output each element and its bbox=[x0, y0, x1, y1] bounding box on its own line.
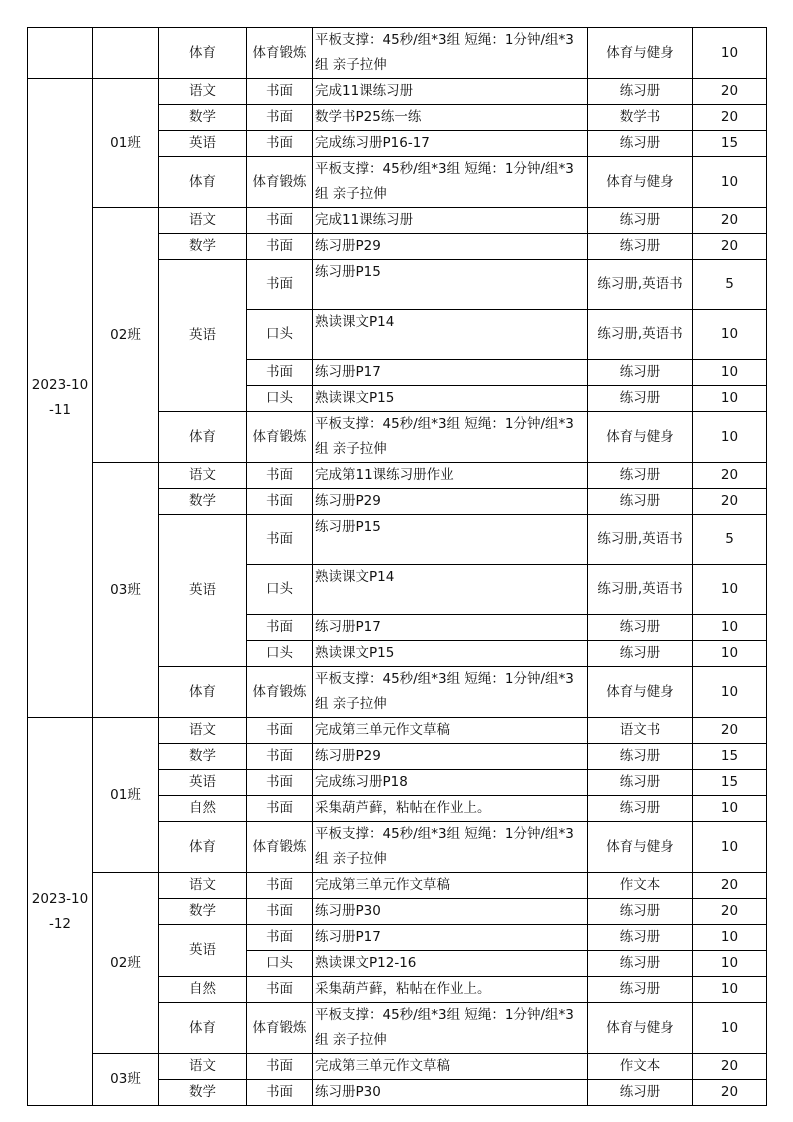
content-cell: 练习册P17 bbox=[313, 925, 588, 951]
material-cell: 练习册 bbox=[588, 489, 693, 515]
type-cell: 体育锻炼 bbox=[247, 412, 313, 463]
type-cell: 书面 bbox=[247, 718, 313, 744]
type-cell: 书面 bbox=[247, 796, 313, 822]
table-row bbox=[28, 28, 767, 79]
content-cell: 平板支撑：45秒/组*3组 短绳：1分钟/组*3组 亲子拉伸 bbox=[313, 667, 588, 718]
material-cell: 作文本 bbox=[588, 873, 693, 899]
material-cell: 练习册,英语书 bbox=[588, 515, 693, 565]
minutes-cell: 20 bbox=[693, 208, 767, 234]
content-cell: 练习册P29 bbox=[313, 744, 588, 770]
date-cell: 2023-10-12 bbox=[28, 718, 93, 1106]
content-cell: 熟读课文P14 bbox=[313, 310, 588, 360]
minutes-cell: 20 bbox=[693, 873, 767, 899]
content-cell: 平板支撑：45秒/组*3组 短绳：1分钟/组*3组 亲子拉伸 bbox=[313, 28, 588, 79]
material-cell: 练习册,英语书 bbox=[588, 310, 693, 360]
subject-cell: 体育 bbox=[159, 412, 247, 463]
content-cell: 练习册P29 bbox=[313, 489, 588, 515]
type-cell: 口头 bbox=[247, 951, 313, 977]
material-cell: 练习册 bbox=[588, 234, 693, 260]
minutes-cell: 10 bbox=[693, 1003, 767, 1054]
subject-cell: 数学 bbox=[159, 1080, 247, 1106]
material-cell: 练习册 bbox=[588, 925, 693, 951]
subject-cell: 英语 bbox=[159, 131, 247, 157]
minutes-cell: 15 bbox=[693, 131, 767, 157]
type-cell: 书面 bbox=[247, 79, 313, 105]
minutes-cell: 20 bbox=[693, 489, 767, 515]
content-cell: 练习册P30 bbox=[313, 1080, 588, 1106]
class-cell: 03班 bbox=[93, 1054, 159, 1106]
subject-cell: 英语 bbox=[159, 515, 247, 667]
minutes-cell: 10 bbox=[693, 641, 767, 667]
content-cell: 平板支撑：45秒/组*3组 短绳：1分钟/组*3组 亲子拉伸 bbox=[313, 822, 588, 873]
content-cell: 练习册P17 bbox=[313, 615, 588, 641]
subject-cell: 语文 bbox=[159, 463, 247, 489]
subject-cell: 体育 bbox=[159, 1003, 247, 1054]
type-cell: 口头 bbox=[247, 641, 313, 667]
subject-cell: 语文 bbox=[159, 1054, 247, 1080]
material-cell: 练习册 bbox=[588, 615, 693, 641]
table-row bbox=[28, 463, 767, 489]
subject-cell: 自然 bbox=[159, 796, 247, 822]
subject-cell: 英语 bbox=[159, 260, 247, 412]
type-cell: 书面 bbox=[247, 105, 313, 131]
content-cell: 平板支撑：45秒/组*3组 短绳：1分钟/组*3组 亲子拉伸 bbox=[313, 412, 588, 463]
minutes-cell: 10 bbox=[693, 951, 767, 977]
content-cell: 熟读课文P12-16 bbox=[313, 951, 588, 977]
type-cell: 体育锻炼 bbox=[247, 157, 313, 208]
type-cell: 书面 bbox=[247, 360, 313, 386]
minutes-cell: 5 bbox=[693, 260, 767, 310]
subject-cell: 英语 bbox=[159, 925, 247, 977]
material-cell: 练习册 bbox=[588, 796, 693, 822]
type-cell: 口头 bbox=[247, 565, 313, 615]
material-cell: 练习册 bbox=[588, 208, 693, 234]
content-cell: 平板支撑：45秒/组*3组 短绳：1分钟/组*3组 亲子拉伸 bbox=[313, 157, 588, 208]
material-cell: 练习册 bbox=[588, 79, 693, 105]
content-cell: 完成第三单元作文草稿 bbox=[313, 718, 588, 744]
content-cell: 完成11课练习册 bbox=[313, 79, 588, 105]
subject-cell: 数学 bbox=[159, 105, 247, 131]
material-cell: 练习册 bbox=[588, 770, 693, 796]
minutes-cell: 10 bbox=[693, 615, 767, 641]
content-cell: 练习册P30 bbox=[313, 899, 588, 925]
subject-cell: 语文 bbox=[159, 718, 247, 744]
subject-cell: 英语 bbox=[159, 770, 247, 796]
material-cell: 体育与健身 bbox=[588, 412, 693, 463]
minutes-cell: 10 bbox=[693, 157, 767, 208]
type-cell: 书面 bbox=[247, 234, 313, 260]
content-cell: 完成练习册P16-17 bbox=[313, 131, 588, 157]
class-cell: 01班 bbox=[93, 718, 159, 873]
subject-cell: 体育 bbox=[159, 28, 247, 79]
type-cell: 书面 bbox=[247, 873, 313, 899]
material-cell: 练习册 bbox=[588, 977, 693, 1003]
minutes-cell: 10 bbox=[693, 667, 767, 718]
subject-cell: 数学 bbox=[159, 899, 247, 925]
type-cell: 书面 bbox=[247, 260, 313, 310]
content-cell: 练习册P15 bbox=[313, 260, 588, 310]
content-cell: 数学书P25练一练 bbox=[313, 105, 588, 131]
type-cell: 书面 bbox=[247, 208, 313, 234]
minutes-cell: 20 bbox=[693, 234, 767, 260]
subject-cell: 体育 bbox=[159, 822, 247, 873]
minutes-cell: 10 bbox=[693, 977, 767, 1003]
type-cell: 体育锻炼 bbox=[247, 28, 313, 79]
table-row bbox=[28, 208, 767, 234]
subject-cell: 语文 bbox=[159, 79, 247, 105]
content-cell: 熟读课文P14 bbox=[313, 565, 588, 615]
minutes-cell: 10 bbox=[693, 360, 767, 386]
subject-cell: 体育 bbox=[159, 667, 247, 718]
type-cell: 书面 bbox=[247, 463, 313, 489]
homework-table bbox=[27, 27, 767, 1106]
type-cell: 书面 bbox=[247, 744, 313, 770]
material-cell: 练习册 bbox=[588, 131, 693, 157]
minutes-cell: 5 bbox=[693, 515, 767, 565]
content-cell: 采集葫芦藓，粘帖在作业上。 bbox=[313, 796, 588, 822]
material-cell: 练习册 bbox=[588, 951, 693, 977]
minutes-cell: 20 bbox=[693, 718, 767, 744]
content-cell: 完成第三单元作文草稿 bbox=[313, 873, 588, 899]
material-cell: 练习册 bbox=[588, 641, 693, 667]
material-cell: 练习册 bbox=[588, 386, 693, 412]
class-cell: 01班 bbox=[93, 79, 159, 208]
table-row bbox=[28, 718, 767, 744]
subject-cell: 数学 bbox=[159, 234, 247, 260]
content-cell: 练习册P29 bbox=[313, 234, 588, 260]
material-cell: 作文本 bbox=[588, 1054, 693, 1080]
minutes-cell: 20 bbox=[693, 79, 767, 105]
material-cell: 练习册 bbox=[588, 463, 693, 489]
type-cell: 书面 bbox=[247, 489, 313, 515]
date-cell bbox=[28, 28, 93, 79]
material-cell: 练习册 bbox=[588, 360, 693, 386]
type-cell: 书面 bbox=[247, 925, 313, 951]
minutes-cell: 20 bbox=[693, 899, 767, 925]
content-cell: 完成第三单元作文草稿 bbox=[313, 1054, 588, 1080]
type-cell: 书面 bbox=[247, 899, 313, 925]
material-cell: 语文书 bbox=[588, 718, 693, 744]
minutes-cell: 10 bbox=[693, 310, 767, 360]
minutes-cell: 10 bbox=[693, 412, 767, 463]
content-cell: 完成第11课练习册作业 bbox=[313, 463, 588, 489]
content-cell: 熟读课文P15 bbox=[313, 641, 588, 667]
material-cell: 练习册 bbox=[588, 744, 693, 770]
material-cell: 练习册,英语书 bbox=[588, 565, 693, 615]
minutes-cell: 10 bbox=[693, 28, 767, 79]
type-cell: 书面 bbox=[247, 977, 313, 1003]
type-cell: 书面 bbox=[247, 770, 313, 796]
material-cell: 练习册 bbox=[588, 1080, 693, 1106]
minutes-cell: 10 bbox=[693, 565, 767, 615]
homework-table-page bbox=[27, 27, 766, 1106]
material-cell: 体育与健身 bbox=[588, 157, 693, 208]
material-cell: 练习册 bbox=[588, 899, 693, 925]
material-cell: 练习册,英语书 bbox=[588, 260, 693, 310]
minutes-cell: 15 bbox=[693, 770, 767, 796]
minutes-cell: 20 bbox=[693, 105, 767, 131]
content-cell: 熟读课文P15 bbox=[313, 386, 588, 412]
material-cell: 体育与健身 bbox=[588, 667, 693, 718]
class-cell: 02班 bbox=[93, 208, 159, 463]
type-cell: 书面 bbox=[247, 615, 313, 641]
type-cell: 书面 bbox=[247, 131, 313, 157]
content-cell: 练习册P15 bbox=[313, 515, 588, 565]
content-cell: 完成练习册P18 bbox=[313, 770, 588, 796]
type-cell: 口头 bbox=[247, 310, 313, 360]
subject-cell: 数学 bbox=[159, 744, 247, 770]
material-cell: 体育与健身 bbox=[588, 1003, 693, 1054]
type-cell: 体育锻炼 bbox=[247, 667, 313, 718]
subject-cell: 语文 bbox=[159, 873, 247, 899]
class-cell bbox=[93, 28, 159, 79]
table-row bbox=[28, 873, 767, 899]
subject-cell: 数学 bbox=[159, 489, 247, 515]
table-row bbox=[28, 1054, 767, 1080]
material-cell: 体育与健身 bbox=[588, 822, 693, 873]
type-cell: 书面 bbox=[247, 515, 313, 565]
material-cell: 数学书 bbox=[588, 105, 693, 131]
class-cell: 03班 bbox=[93, 463, 159, 718]
type-cell: 书面 bbox=[247, 1080, 313, 1106]
subject-cell: 自然 bbox=[159, 977, 247, 1003]
minutes-cell: 20 bbox=[693, 1080, 767, 1106]
content-cell: 练习册P17 bbox=[313, 360, 588, 386]
subject-cell: 体育 bbox=[159, 157, 247, 208]
content-cell: 采集葫芦藓，粘帖在作业上。 bbox=[313, 977, 588, 1003]
type-cell: 体育锻炼 bbox=[247, 1003, 313, 1054]
minutes-cell: 10 bbox=[693, 822, 767, 873]
type-cell: 口头 bbox=[247, 386, 313, 412]
subject-cell: 语文 bbox=[159, 208, 247, 234]
type-cell: 体育锻炼 bbox=[247, 822, 313, 873]
minutes-cell: 10 bbox=[693, 386, 767, 412]
minutes-cell: 20 bbox=[693, 1054, 767, 1080]
table-row bbox=[28, 79, 767, 105]
class-cell: 02班 bbox=[93, 873, 159, 1054]
minutes-cell: 10 bbox=[693, 925, 767, 951]
minutes-cell: 20 bbox=[693, 463, 767, 489]
material-cell: 体育与健身 bbox=[588, 28, 693, 79]
content-cell: 平板支撑：45秒/组*3组 短绳：1分钟/组*3组 亲子拉伸 bbox=[313, 1003, 588, 1054]
type-cell: 书面 bbox=[247, 1054, 313, 1080]
date-cell: 2023-10-11 bbox=[28, 79, 93, 718]
content-cell: 完成11课练习册 bbox=[313, 208, 588, 234]
minutes-cell: 15 bbox=[693, 744, 767, 770]
minutes-cell: 10 bbox=[693, 796, 767, 822]
